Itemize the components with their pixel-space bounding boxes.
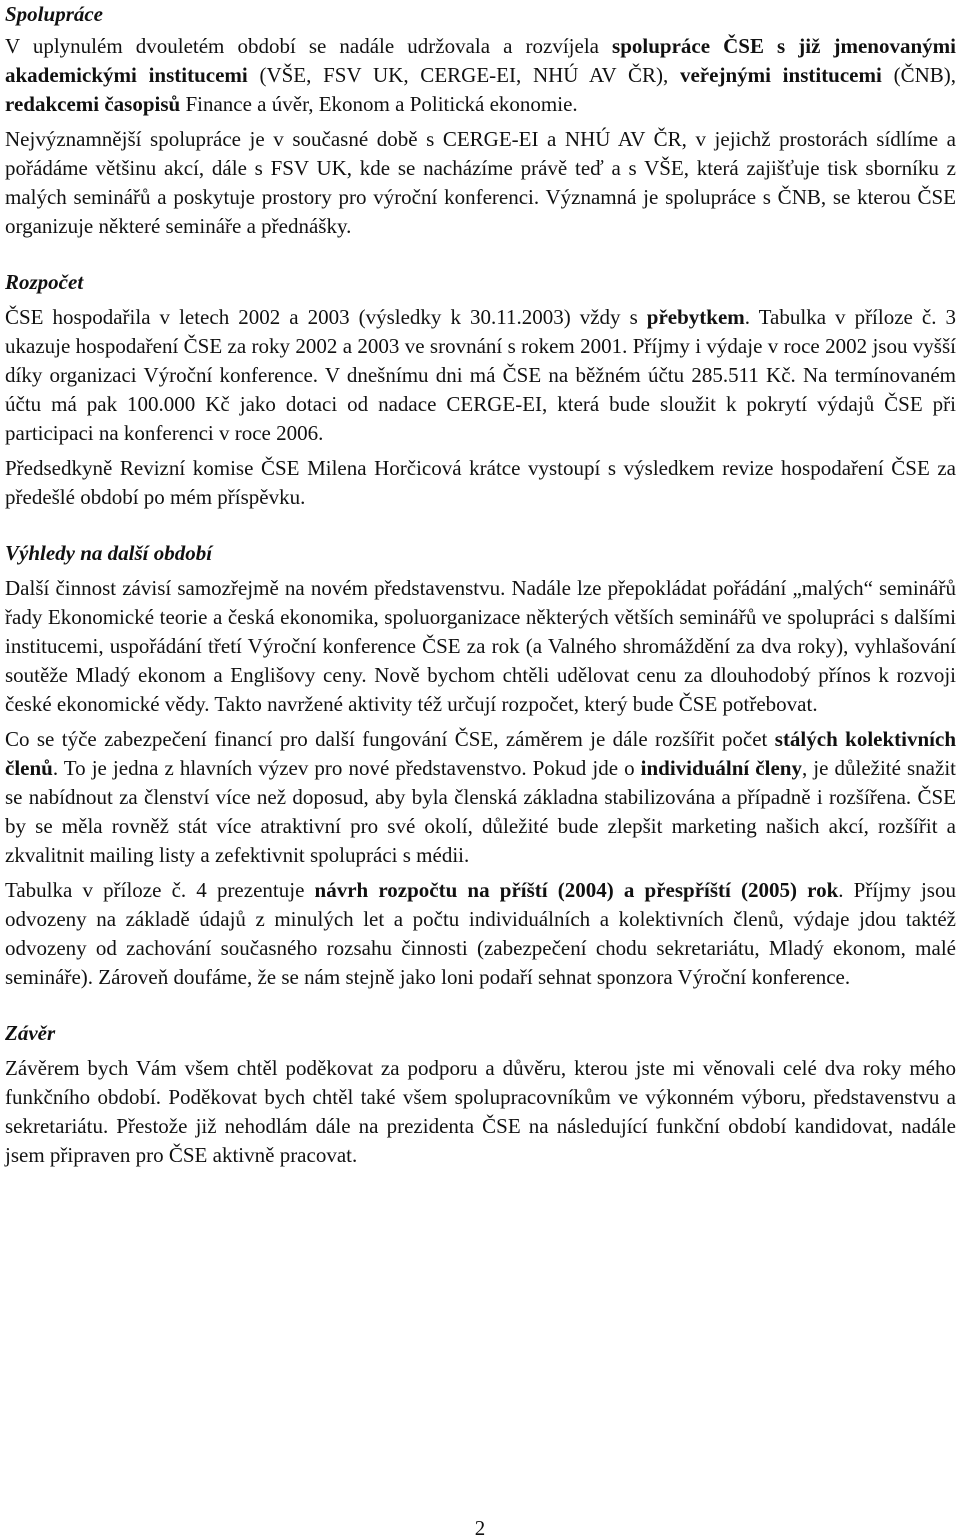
text-run: Tabulka v příloze č. 4 prezentuje (5, 878, 315, 902)
document-page (5, 0, 956, 1170)
paragraph-rozpocet-1 (5, 303, 956, 448)
text-run: Předsedkyně Revizní komise ČSE Milena Horčicová krátce vystoupí s výsledkem revize hospodaření ČSE za předešlé období po mém příspěvku. (5, 456, 956, 509)
text-run: Co se týče zabezpečení financí pro další fungování ČSE, záměrem je dále rozšířit počet (5, 727, 775, 751)
page-number: 2 (474, 1516, 486, 1540)
text-run: . Tabulka v příloze č. 3 ukazuje hospodaření ČSE za roky 2002 a 2003 ve srovnání s rokem 2001. Příjmy i výdaje v roce 2002 jsou vyšší díky organizaci Výroční konference. V dnešnímu dni má ČSE na běžném účtu 285.511 Kč. Na termínovaném účtu má pak 100.000 Kč jako dotaci od nadace CERGE-EI, která bude sloužit k pokrytí výdajů ČSE při participaci na konferenci v roce 2006. (5, 305, 956, 445)
bold-text-run: přebytkem (646, 305, 745, 329)
text-run: Finance a úvěr, Ekonom a Politická ekonomie. (180, 92, 578, 116)
paragraph-vyhledy-3 (5, 876, 956, 992)
bold-text-run: návrh rozpočtu na příští (2004) a přespříští (2005) rok (314, 878, 839, 902)
text-run: Nejvýznamnější spolupráce je v současné době s CERGE-EI a NHÚ AV ČR, v jejichž prostorách sídlíme a pořádáme většinu akcí, dále s FSV UK, kde se nacházíme právě teď a s VŠE, která zajišťuje tisk sborníku z malých seminářů a poskytuje prostory pro výroční konferenci. Významná je spolupráce s ČNB, se kterou ČSE organizuje některé semináře a přednášky. (5, 127, 956, 238)
text-run: . To je jedna z hlavních výzev pro nové představenstvo. Pokud jde o (52, 756, 641, 780)
paragraph-spoluprace-2 (5, 125, 956, 241)
section-heading-vyhledy: Výhledy na další období (5, 541, 213, 565)
text-run: ČSE hospodařila v letech 2002 a 2003 (výsledky k 30.11.2003) vždy s (5, 305, 647, 329)
section-heading-spoluprace: Spolupráce (5, 2, 104, 26)
paragraph-vyhledy-2 (5, 725, 956, 870)
text-run: , je důležité snažit se nabídnout za členství více než doposud, aby byla členská základna stabilizována a případně i rozšířena. ČSE by se měla rovněž stát více atraktivní pro své okolí, důležité bude zlepšit marketing našich akcí, rozšířit a zkvalitnit mailing listy a zefektivnit spolupráci s médii. (5, 756, 956, 867)
paragraph-zaver-1 (5, 1054, 956, 1170)
section-heading-rozpocet: Rozpočet (5, 270, 84, 294)
text-run: (ČNB), (881, 63, 956, 87)
text-run: Závěrem bych Vám všem chtěl poděkovat za podporu a důvěru, kterou jste mi věnovali celé dva roky mého funkčního období. Poděkovat bych chtěl také všem spolupracovníkům ve výkonném výboru, představenstvu a sekretariátu. Přestože již nehodlám dále na prezidenta ČSE na následující funkční období kandidovat, nadále jsem připraven pro ČSE aktivně pracovat. (5, 1056, 956, 1167)
paragraph-spoluprace-1 (5, 32, 956, 119)
bold-text-run: spolupráce ČSE s již jmenovanými akademickými institucemi (5, 34, 956, 87)
bold-text-run: redakcemi časopisů (5, 92, 181, 116)
bold-text-run: individuální členy (640, 756, 802, 780)
text-run: V uplynulém dvouletém období se nadále udržovala a rozvíjela (5, 34, 613, 58)
paragraph-rozpocet-2 (5, 454, 956, 512)
section-heading-zaver: Závěr (5, 1021, 56, 1045)
text-run: . Příjmy jsou odvozeny na základě údajů z minulých let a počtu individuálních a kolektivních členů, výdaje jdou taktéž odvozeny od zachování současného rozsahu činnosti (zabezpečení chodu sekretariátu, Mladý ekonom, malé semináře). Zároveň doufáme, že se nám stejně jako loni podaří sehnat sponzora Výroční konference. (5, 878, 956, 989)
text-run: Další činnost závisí samozřejmě na novém představenstvu. Nadále lze přepokládat pořádání „malých“ seminářů řady Ekonomické teorie a česká ekonomika, spoluorganizace některých větších seminářů ve spolupráci s dalšími institucemi, uspořádání třetí Výroční konference ČSE za rok (a Valného shromáždění za dva roky), vyhlašování soutěže Mladý ekonom a Englišovy ceny. Nově bychom chtěli udělovat cenu za dlouhodobý přínos k rozvoji české ekonomické vědy. Takto navržené aktivity též určují rozpočet, který bude ČSE potřebovat. (5, 576, 956, 716)
bold-text-run: veřejnými institucemi (679, 63, 882, 87)
text-run: (VŠE, FSV UK, CERGE-EI, NHÚ AV ČR), (247, 63, 680, 87)
bold-text-run: stálých kolektivních členů (5, 727, 956, 780)
paragraph-vyhledy-1 (5, 574, 956, 719)
